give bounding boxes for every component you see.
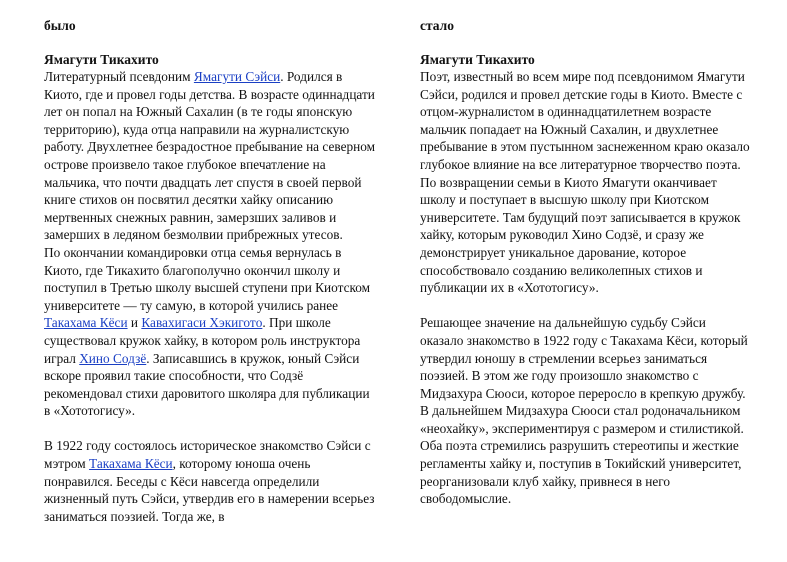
person-name-heading: Ямагути Тикахито (44, 52, 159, 67)
text-run: В 1922 году состоялось историческое знакомство Сэйси с мэтром (44, 438, 371, 472)
text-run: . Родился в Киото, где и провел годы детства. В возрасте одиннадцати лет он попал на Южный Сахалин (в те годы японскую территорию), куда отца направили на журналистскую работу. Двухлетнее безрадостное пребывание на северном острове произвело такое глубокое впечатление на мальчика, что почти двадцать лет спустя в своей первой книге стихов он посвятил десятки хайку описанию мертвенных снежных равнин, замерзших заливов и замерших в ледяном безмолвии прибрежных утесов. (44, 69, 376, 243)
text-run: По окончании командировки отца семья вернулась в Киото, где Тикахито благополучно окончил школу и поступил в Третью школу высшей ступени при Киотском университете — ту самую, в которой учились ранее (44, 244, 371, 313)
link-hino-sojo[interactable]: Хино Содзё (79, 350, 147, 366)
text-run: и (127, 315, 142, 331)
paragraph-3: Решающее значение на дальнейшую судьбу Сэйси оказало знакомство в 1922 году с Такахама Кёси, который утвердил юношу в стремлении всерьез заниматься поэзией. В этом же году произошло знакомство с Мидзахура Сюоси, которое переросло в крепкую дружбу. В дальнейшем Мидзахура Сюоси стал родоначальником «неохайку», экспериментируя с размером и стилистикой. Оба поэта стремились разрушить стереотипы и жесткие регламенты хайку и, поступив в Токийский университет, реорганизовали клуб хайку, привнеся в него свободомыслие. (420, 315, 748, 507)
column-header-before: было (44, 18, 76, 33)
paragraph-2 (44, 244, 378, 420)
text-body-before (44, 68, 378, 525)
text-run: Литературный псевдоним (44, 69, 194, 84)
paragraph-gap (44, 420, 378, 438)
text-run: , которому юноша очень понравился. Беседы с Кёси навсегда определили жизненный путь Сэйси, утвердив его в намерении всерьез заниматься поэзией. Тогда же, в (44, 456, 375, 524)
link-kawahigashi-hekigoto[interactable]: Кавахигаси Хэкиготo (141, 315, 263, 331)
paragraph-gap (420, 297, 750, 315)
text-body-after (420, 68, 750, 508)
paragraph-2: По возвращении семьи в Киото Ямагути оканчивает школу и поступает в высшую школу при Киотском университете. Там будущий поэт записывается в кружок хайку, которым руководил Хино Содзё, и сразу же демонстрирует уникальное дарование, которое способствовало созданию великолепных стихов и публикации их в «Хототогису». (420, 174, 741, 296)
paragraph-1 (44, 68, 378, 244)
text-run: . Записавшись в кружок, юный Сэйси вскоре проявил такие способности, что Содзё рекомендовал стихи даровитого школяра для публикации в «Хототогису». (44, 350, 370, 419)
person-name-heading: Ямагути Тикахито (420, 52, 535, 67)
link-takahama-kyoshi-2[interactable]: Такахама Кёси (89, 456, 173, 472)
paragraph-3 (44, 437, 378, 525)
text-run: . При школе существовал кружок хайку, в котором роль инструктора играл (44, 315, 361, 366)
link-takahama-kyoshi[interactable]: Такахама Кёси (44, 315, 128, 331)
link-yamaguchi-seishi[interactable]: Ямагути Сэйси (193, 69, 281, 84)
paragraph-1: Поэт, известный во всем мире под псевдонимом Ямагути Сэйси, родился и провел детские годы в Киото. Вместе с отцом-журналистом в одиннадцатилетнем возрасте мальчик попадает на Южный Сахалин, и двухлетнее пребывание в этом пустынном заснеженном краю оказало глубокое влияние на все литературное творчество поэта. (420, 69, 750, 172)
column-header-after: стало (420, 18, 454, 33)
